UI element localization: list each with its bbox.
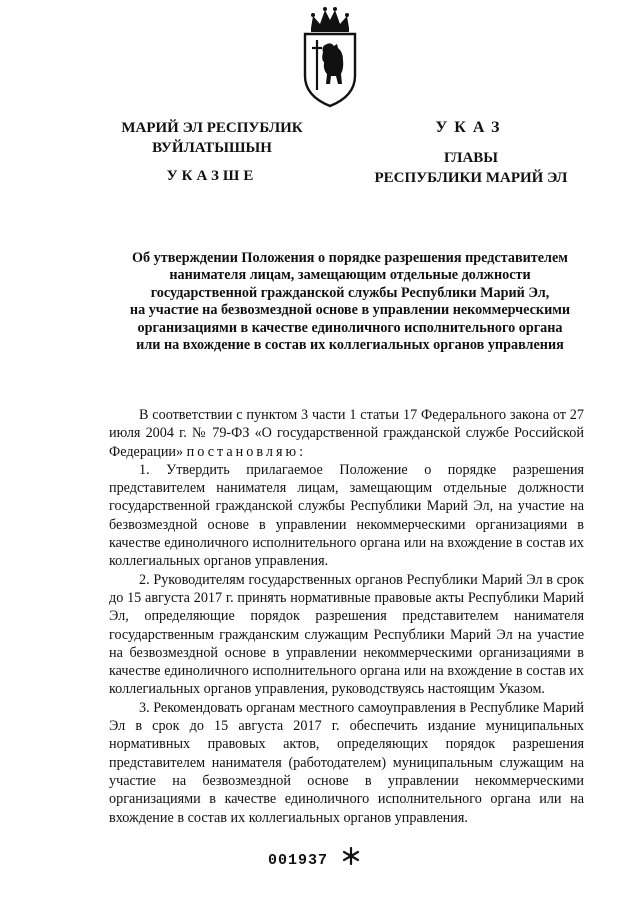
- header-left-line1: МАРИЙ ЭЛ РЕСПУБЛИК: [121, 120, 303, 136]
- title-line: организациями в качестве единоличного исполнительного органа: [137, 319, 563, 336]
- title-line: государственной гражданской службы Республики Марий Эл,: [150, 284, 550, 301]
- preamble-decree-word: постановляю:: [186, 443, 307, 460]
- header-right-line1: УКАЗ: [435, 119, 507, 136]
- title-line: на участие на безвозмездной основе в управлении некоммерческими: [129, 302, 571, 319]
- header-right-russian: [355, 118, 587, 188]
- header-left-line2: ВУЙЛАТЫШЫН: [152, 140, 272, 156]
- title-line: или на вхождение в состав их коллегиальных органов управления: [136, 337, 564, 354]
- title-line: нанимателя лицам, замещающим отдельные должности: [169, 267, 531, 284]
- decree-item-1: 1. Утвердить прилагаемое Положение о порядке разрешения представителем нанимателя лицам, замещающим отдельные должности государственной гражданской службы Республики Марий Эл, на участие на безвозмездной основе в управлении некоммерческими организациями в качестве единоличного исполнительного органа или на вхождение в состав их коллегиальных органов управления.: [109, 461, 584, 570]
- decree-body: [109, 406, 584, 827]
- header-left-mari: [96, 118, 328, 185]
- preamble-paragraph: [109, 406, 584, 461]
- header-right-line2: ГЛАВЫ: [443, 150, 499, 166]
- title-line: Об утверждении Положения о порядке разрешения представителем: [132, 250, 568, 266]
- decree-item-3: 3. Рекомендовать органам местного самоуправления в Республике Марий Эл в срок до 15 августа 2017 г. обеспечить издание муниципальных нормативных правовых актов, определяющих порядок разрешения представителем нанимателя (работодателем) муниципальным служащим на участие на безвозмездной основе в управлении некоммерческими организациями в качестве единоличного исполнительного органа или на вхождение в состав их коллегиальных органов управления.: [109, 699, 584, 826]
- serial-number: 001937: [268, 852, 329, 869]
- decree-item-2: 2. Руководителям государственных органов Республики Марий Эл в срок до 15 августа 2017 г. принять нормативные правовые акты Республики Марий Эл, определяющие порядок разрешения представителем нанимателя государственным гражданским служащим Республики Марий Эл на участие на безвозмездной основе в управлении некоммерческими организациями в качестве единоличного исполнительного органа или на вхождение в состав их коллегиальных органов управления, руководствуясь настоящим Указом.: [109, 571, 584, 698]
- header-right-line3: РЕСПУБЛИКИ МАРИЙ ЭЛ: [374, 170, 568, 186]
- decree-title: [100, 250, 600, 354]
- coat-of-arms-emblem: [301, 4, 359, 108]
- preamble-text: В соответствии с пунктом 3 части 1 статьи 17 Федерального закона от 27 июля 2004 г. № 79-ФЗ «О государственной гражданской службе Российской Федерации»: [109, 407, 584, 460]
- asterisk-icon: [342, 847, 360, 865]
- header-left-line3: УКАЗШЕ: [166, 168, 258, 184]
